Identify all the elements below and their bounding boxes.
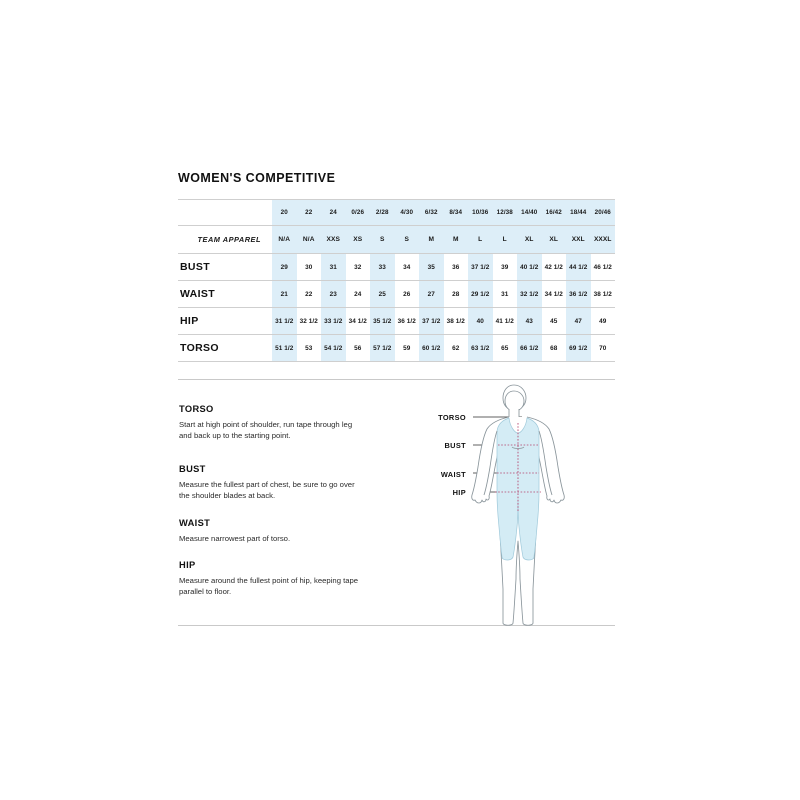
table-cell: 59 <box>395 335 420 362</box>
table-cell: 28 <box>444 281 469 308</box>
measure-description-bust: Measure the fullest part of chest, be sure to go over the shoulder blades at back. <box>179 480 355 501</box>
table-cell: 22 <box>297 281 322 308</box>
size-row-label <box>178 200 272 226</box>
team-apparel-cell: L <box>468 226 493 254</box>
table-cell: 49 <box>591 308 616 335</box>
team-apparel-cell: M <box>419 226 444 254</box>
size-header-cell: 10/36 <box>468 200 493 226</box>
measure-block-hip <box>179 560 364 598</box>
size-header-cell: 18/44 <box>566 200 591 226</box>
table-row <box>178 281 615 308</box>
table-row-team-apparel <box>178 226 615 254</box>
team-apparel-cell: N/A <box>297 226 322 254</box>
body-measurement-diagram <box>415 381 620 629</box>
size-header-cell: 14/40 <box>517 200 542 226</box>
table-row <box>178 308 615 335</box>
team-apparel-cell: M <box>444 226 469 254</box>
table-cell: 36 <box>444 254 469 281</box>
table-cell: 27 <box>419 281 444 308</box>
table-cell: 60 1/2 <box>419 335 444 362</box>
table-cell: 29 <box>272 254 297 281</box>
size-header-cell: 20/46 <box>591 200 616 226</box>
table-cell: 32 <box>346 254 371 281</box>
table-cell: 40 1/2 <box>517 254 542 281</box>
table-cell: 33 <box>370 254 395 281</box>
table-cell: 31 1/2 <box>272 308 297 335</box>
size-header-cell: 20 <box>272 200 297 226</box>
measure-description-torso: Start at high point of shoulder, run tape through leg and back up to the starting point. <box>179 420 353 441</box>
figure-label-torso: TORSO <box>438 413 466 422</box>
measure-heading-waist: WAIST <box>179 518 211 528</box>
team-apparel-row-label: TEAM APPAREL <box>178 226 272 254</box>
table-cell: 37 1/2 <box>419 308 444 335</box>
table-cell: 41 1/2 <box>493 308 518 335</box>
table-cell: 32 1/2 <box>297 308 322 335</box>
size-chart-table <box>178 199 615 362</box>
size-header-cell: 2/28 <box>370 200 395 226</box>
table-row-label: HIP <box>178 308 272 335</box>
table-cell: 31 <box>493 281 518 308</box>
measure-description-hip: Measure around the fullest point of hip, keeping tape parallel to floor. <box>179 576 359 597</box>
table-cell: 29 1/2 <box>468 281 493 308</box>
table-cell: 21 <box>272 281 297 308</box>
size-header-cell: 12/38 <box>493 200 518 226</box>
measure-block-bust <box>179 464 364 502</box>
table-cell: 39 <box>493 254 518 281</box>
table-cell: 36 1/2 <box>566 281 591 308</box>
table-cell: 65 <box>493 335 518 362</box>
team-apparel-cell: XL <box>542 226 567 254</box>
table-cell: 57 1/2 <box>370 335 395 362</box>
table-cell: 43 <box>517 308 542 335</box>
table-cell: 23 <box>321 281 346 308</box>
team-apparel-cell: S <box>395 226 420 254</box>
table-row-label: BUST <box>178 254 272 281</box>
size-header-cell: 4/30 <box>395 200 420 226</box>
measure-description-waist: Measure narrowest part of torso. <box>179 534 291 543</box>
team-apparel-cell: XXS <box>321 226 346 254</box>
table-cell: 36 1/2 <box>395 308 420 335</box>
measure-block-waist <box>179 518 364 544</box>
table-cell: 34 1/2 <box>542 281 567 308</box>
table-cell: 34 <box>395 254 420 281</box>
table-cell: 37 1/2 <box>468 254 493 281</box>
figure-label-bust: BUST <box>444 441 466 450</box>
table-cell: 44 1/2 <box>566 254 591 281</box>
figure-label-waist: WAIST <box>440 470 466 479</box>
table-cell: 69 1/2 <box>566 335 591 362</box>
team-apparel-cell: L <box>493 226 518 254</box>
table-cell: 35 1/2 <box>370 308 395 335</box>
table-cell: 66 1/2 <box>517 335 542 362</box>
table-row-label: TORSO <box>178 335 272 362</box>
table-cell: 31 <box>321 254 346 281</box>
size-header-cell: 8/34 <box>444 200 469 226</box>
table-cell: 40 <box>468 308 493 335</box>
table-cell: 56 <box>346 335 371 362</box>
table-cell: 53 <box>297 335 322 362</box>
table-cell: 70 <box>591 335 616 362</box>
table-row <box>178 254 615 281</box>
table-row-label: WAIST <box>178 281 272 308</box>
size-header-cell: 24 <box>321 200 346 226</box>
figure-label-hip: HIP <box>452 488 466 497</box>
measure-heading-torso: TORSO <box>179 404 214 414</box>
table-row <box>178 335 615 362</box>
team-apparel-cell: XL <box>517 226 542 254</box>
table-cell: 26 <box>395 281 420 308</box>
table-cell: 25 <box>370 281 395 308</box>
size-header-cell: 0/26 <box>346 200 371 226</box>
size-header-cell: 6/32 <box>419 200 444 226</box>
table-cell: 35 <box>419 254 444 281</box>
team-apparel-cell: XS <box>346 226 371 254</box>
table-cell: 68 <box>542 335 567 362</box>
table-cell: 46 1/2 <box>591 254 616 281</box>
team-apparel-cell: XXL <box>566 226 591 254</box>
table-cell: 51 1/2 <box>272 335 297 362</box>
team-apparel-cell: S <box>370 226 395 254</box>
table-cell: 54 1/2 <box>321 335 346 362</box>
measure-heading-hip: HIP <box>179 560 196 570</box>
table-cell: 38 1/2 <box>591 281 616 308</box>
table-cell: 32 1/2 <box>517 281 542 308</box>
table-cell: 34 1/2 <box>346 308 371 335</box>
table-cell: 63 1/2 <box>468 335 493 362</box>
table-row-sizes <box>178 200 615 226</box>
size-header-cell: 22 <box>297 200 322 226</box>
team-apparel-cell: XXXL <box>591 226 616 254</box>
size-header-cell: 16/42 <box>542 200 567 226</box>
table-cell: 38 1/2 <box>444 308 469 335</box>
measure-heading-bust: BUST <box>179 464 206 474</box>
table-cell: 45 <box>542 308 567 335</box>
table-cell: 42 1/2 <box>542 254 567 281</box>
table-cell: 62 <box>444 335 469 362</box>
table-cell: 30 <box>297 254 322 281</box>
table-cell: 24 <box>346 281 371 308</box>
page-title: WOMEN'S COMPETITIVE <box>178 171 336 185</box>
table-cell: 47 <box>566 308 591 335</box>
team-apparel-cell: N/A <box>272 226 297 254</box>
table-cell: 33 1/2 <box>321 308 346 335</box>
measure-block-torso <box>179 404 364 442</box>
divider-middle <box>178 379 615 380</box>
